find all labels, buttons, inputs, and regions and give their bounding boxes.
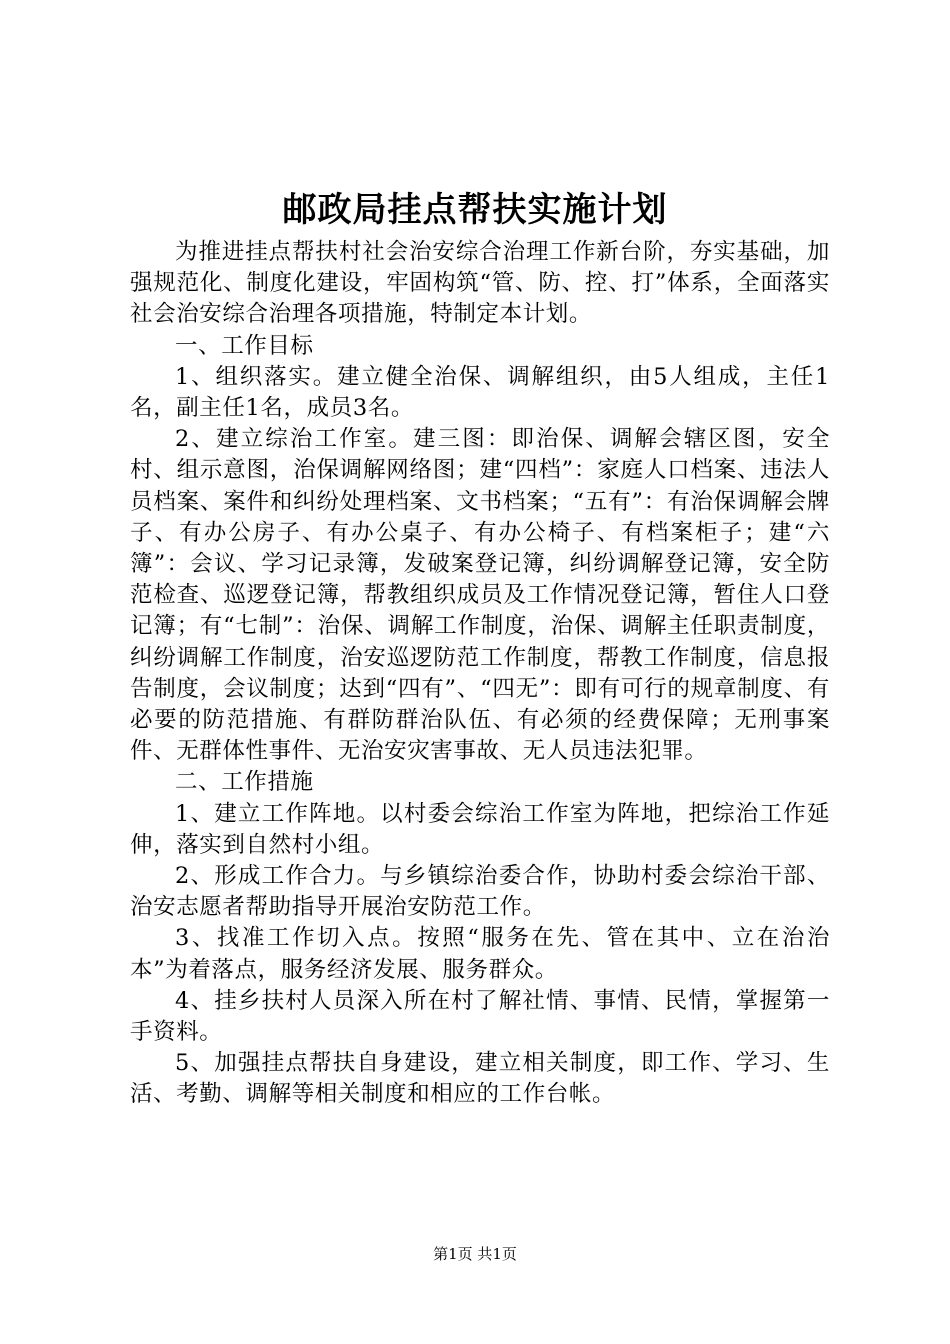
page-footer: 第1页 共1页 [433,1245,517,1263]
section-heading-measures: 二、工作措施 [175,769,314,796]
intro-paragraph: 为推进挂点帮扶村社会治安综合治理工作新台阶，夯实基础，加强规范化、制度化建设，牢固构筑“管、防、控、打”体系，全面落实社会治安综合治理各项措施，特制定本计划。 [130,239,830,328]
measure-item-5: 5、加强挂点帮扶自身建设，建立相关制度，即工作、学习、生活、考勤、调解等相关制度和相应的工作台帐。 [130,1050,830,1108]
goal-item-1: 1、组织落实。建立健全治保、调解组织，由5人组成，主任1名，副主任1名，成员3名。 [130,363,830,422]
measure-item-4: 4、挂乡扶村人员深入所在村了解社情、事情、民情，掌握第一手资料。 [130,987,830,1046]
section-heading-goals: 一、工作目标 [175,332,314,359]
measure-item-3: 3、找准工作切入点。按照“服务在先、管在其中、立在治治本”为着落点，服务经济发展、服务群众。 [130,925,830,983]
measure-item-2: 2、形成工作合力。与乡镇综治委合作，协助村委会综治干部、治安志愿者帮助指导开展治安防范工作。 [130,863,830,921]
goal-item-2: 2、建立综治工作室。建三图：即治保、调解会辖区图，安全村、组示意图，治保调解网络图；建“四档”：家庭人口档案、违法人员档案、案件和纠纷处理档案、文书档案；“五有”：有治保调解会牌子、有办公房子、有办公桌子、有办公椅子、有档案柜子；建“六簿”：会议、学习记录簿，发破案登记簿，纠纷调解登记簿，安全防范检查、巡逻登记簿，帮教组织成员及工作情况登记簿，暂住人口登记簿；有“七制”：治保、调解工作制度，治保、调解主任职责制度，纠纷调解工作制度，治安巡逻防范工作制度，帮教工作制度，信息报告制度，会议制度；达到“四有”、“四无”：即有可行的规章制度、有必要的防范措施、有群防群治队伍、有必须的经费保障；无刑事案件、无群体性事件、无治安灾害事故、无人员违法犯罪。 [130,426,830,765]
measure-item-1: 1、建立工作阵地。以村委会综治工作室为阵地，把综治工作延伸，落实到自然村小组。 [130,800,830,858]
document-title: 邮政局挂点帮扶实施计划 [282,190,668,230]
document-body [130,237,830,1111]
